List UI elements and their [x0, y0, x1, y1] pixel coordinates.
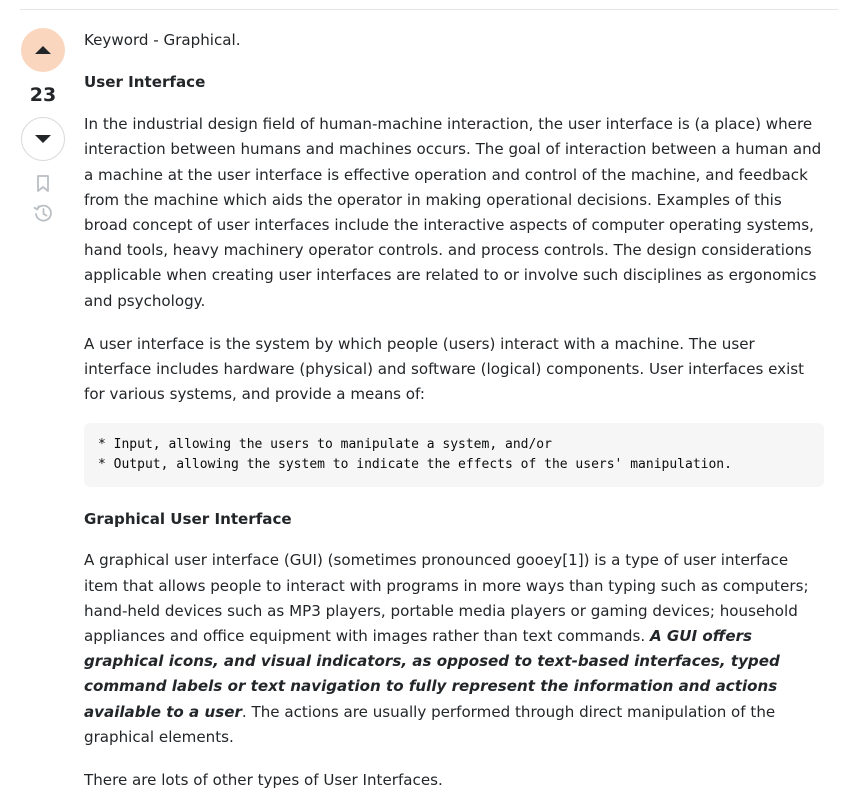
history-icon — [33, 203, 53, 223]
answer-body — [84, 28, 824, 811]
paragraph-other-types: There are lots of other types of User Interfaces. — [84, 771, 443, 790]
caret-up-icon — [34, 45, 52, 55]
bookmark-button[interactable] — [33, 174, 53, 194]
caret-down-icon — [34, 134, 52, 144]
keyword-line: Keyword - Graphical. — [84, 31, 241, 49]
paragraph-gui — [84, 548, 824, 750]
bookmark-icon — [36, 175, 50, 193]
upvote-button[interactable] — [21, 28, 65, 72]
downvote-button[interactable] — [21, 117, 65, 161]
code-line-input: * Input, allowing the users to manipulate a system, and/or — [98, 437, 552, 453]
paragraph-ui-system: A user interface is the system by which people (users) interact with a machine. The user interface includes hardware (physical) and software (logical) components. User interfaces exist for various systems, and provide a means of: — [84, 334, 805, 404]
code-block — [84, 423, 824, 487]
history-button[interactable] — [33, 203, 53, 223]
gui-text-emphasis: A GUI offers graphical icons, and visual indicators, as opposed to text-based interfaces, typed command labels or text navigation to fully represent the information and actions available to a user — [84, 627, 780, 721]
heading-user-interface: User Interface — [84, 73, 206, 92]
gui-text-start: A graphical user interface (GUI) (sometimes pronounced gooey[1]) is a type of user interface item that allows people to interact with programs in more ways than typing such as computers; hand-held devices such as MP3 players, portable media players or gaming devices; household appliances and office equipment with images rather than text commands. — [84, 551, 809, 646]
code-line-output: * Output, allowing the system to indicate the effects of the users' manipulation. — [98, 456, 732, 472]
vote-count: 23 — [29, 84, 57, 106]
heading-graphical-user-interface: Graphical User Interface — [84, 510, 292, 529]
top-divider — [20, 9, 838, 10]
vote-column — [20, 28, 66, 223]
gui-text-end: . The actions are usually performed through direct manipulation of the graphical elements. — [84, 702, 776, 746]
paragraph-ui-definition: In the industrial design field of human-machine interaction, the user interface is (a place) where interaction between humans and machines occurs. The goal of interaction between a human and a machine at the user interface is effective operation and control of the machine, and feedback from the machine which aids the operator in making operational decisions. Examples of this broad concept of user interfaces include the interactive aspects of computer operating systems, hand tools, heavy machinery operator controls. and process controls. The design considerations applicable when creating user interfaces are related to or involve such disciplines as ergonomics and psychology. — [84, 115, 822, 310]
